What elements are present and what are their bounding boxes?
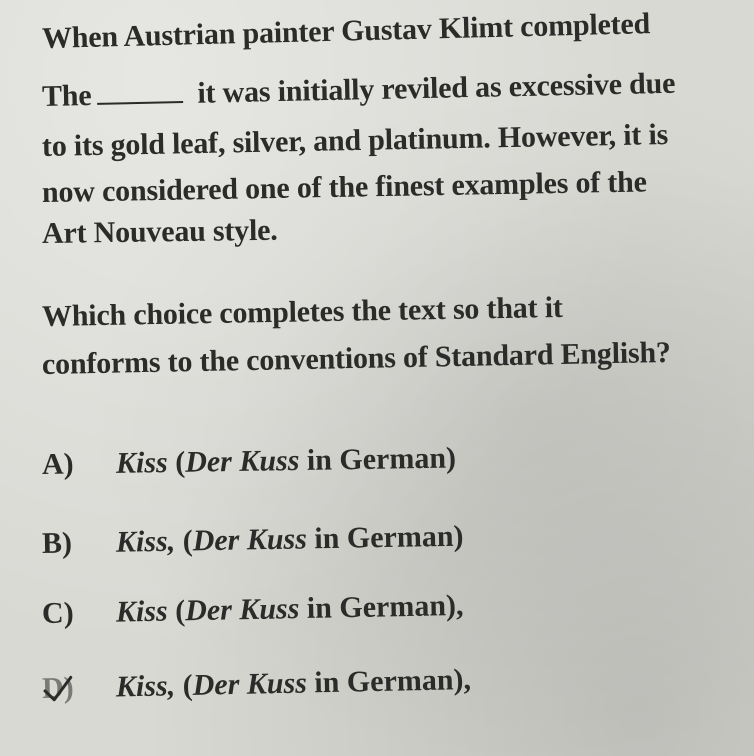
choice-d-letter: D)	[41, 671, 74, 705]
question-line-1: Which choice completes the text so that it	[41, 290, 563, 333]
passage-line-5: Art Nouveau style.	[41, 213, 278, 250]
choice-b-german-title: Der Kuss	[192, 522, 308, 558]
question-line-2: conforms to the conventions of Standard English?	[41, 335, 671, 381]
choice-c-rest: in German),	[299, 588, 464, 626]
choice-b-rest: in German)	[306, 519, 464, 556]
choice-b-title: Kiss,	[115, 524, 176, 559]
choice-d-rest: in German),	[306, 663, 472, 700]
choice-d-german-title: Der Kuss	[192, 666, 308, 702]
passage-line-2	[42, 67, 676, 114]
passage-line-1: When Austrian painter Gustav Klimt completed	[41, 7, 651, 55]
choice-a-paren-open: (	[167, 445, 186, 480]
passage-line-2-start: The	[41, 78, 92, 113]
choice-b-letter: B)	[41, 526, 73, 560]
choice-c[interactable]	[42, 589, 464, 631]
check-mark-icon	[42, 675, 75, 704]
choice-a-rest: in German)	[299, 441, 457, 477]
choice-b[interactable]	[42, 520, 464, 561]
choice-c-title: Kiss	[115, 594, 168, 629]
answer-blank	[97, 79, 183, 105]
choice-a-letter: A)	[41, 447, 74, 481]
choice-c-paren-open: (	[167, 594, 186, 628]
choice-c-german-title: Der Kuss	[184, 592, 300, 628]
choice-a-title: Kiss	[115, 446, 168, 480]
choice-d[interactable]	[42, 663, 472, 706]
choice-d-paren-open: (	[174, 668, 194, 703]
choice-b-paren-open: (	[174, 524, 193, 558]
choice-d-letter-slot	[42, 670, 117, 706]
choice-a-german-title: Der Kuss	[184, 443, 300, 479]
passage-line-4: now considered one of the finest examples of the	[41, 165, 647, 209]
passage-line-2-end: it was initially reviled as excessive due	[197, 66, 676, 110]
passage-line-3: to its gold leaf, silver, and platinum. However, it is	[41, 117, 669, 163]
choice-d-title: Kiss,	[115, 669, 176, 704]
choice-c-letter: C)	[41, 596, 74, 630]
choice-a[interactable]	[42, 441, 457, 481]
